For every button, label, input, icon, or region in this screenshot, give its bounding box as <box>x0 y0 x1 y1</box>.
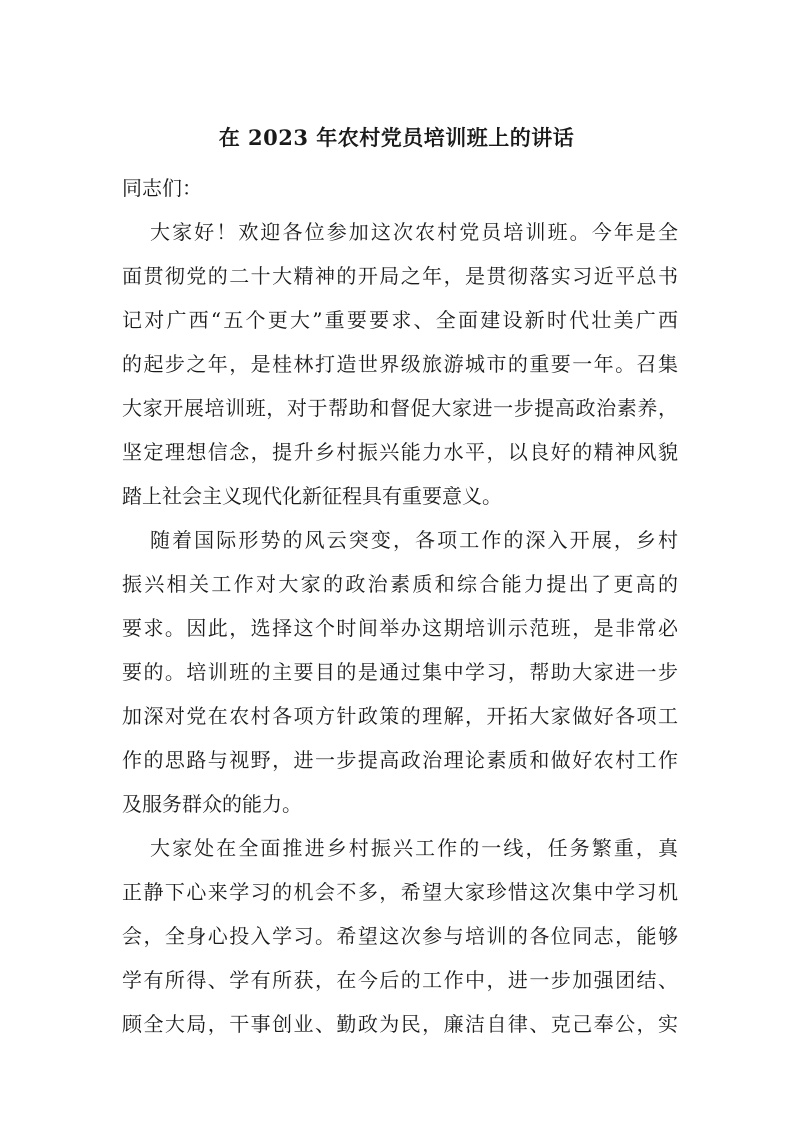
text-line: 面贯彻党的二十大精神的开局之年，是贯彻落实习近平总书 <box>122 264 678 288</box>
salutation: 同志们： <box>122 176 202 200</box>
page-title: 在 2023 年农村党员培训班上的讲话 <box>218 125 575 150</box>
text-line: 正静下心来学习的机会不多，希望大家珍惜这次集中学习机 <box>122 880 678 904</box>
text-line: 顾全大局，干事创业、勤政为民，廉洁自律、克己奉公，实 <box>122 1012 678 1036</box>
text-line: 大家好！欢迎各位参加这次农村党员培训班。今年是全 <box>150 220 678 244</box>
text-line: 学有所得、学有所获，在今后的工作中，进一步加强团结、 <box>122 968 678 992</box>
text-line: 大家开展培训班，对于帮助和督促大家进一步提高政治素养， <box>122 396 678 420</box>
text-line: 作的思路与视野，进一步提高政治理论素质和做好农村工作 <box>122 748 678 772</box>
text-line: 会，全身心投入学习。希望这次参与培训的各位同志，能够 <box>122 924 678 948</box>
text-line: 要的。培训班的主要目的是通过集中学习，帮助大家进一步 <box>122 660 678 684</box>
text-line: 加深对党在农村各项方针政策的理解，开拓大家做好各项工 <box>122 704 678 728</box>
text-line: 的起步之年，是桂林打造世界级旅游城市的重要一年。召集 <box>122 352 678 376</box>
text-line: 踏上社会主义现代化新征程具有重要意义。 <box>122 484 502 508</box>
text-line: 坚定理想信念，提升乡村振兴能力水平，以良好的精神风貌 <box>122 440 678 464</box>
text-line: 振兴相关工作对大家的政治素质和综合能力提出了更高的 <box>122 572 678 596</box>
text-line: 大家处在全面推进乡村振兴工作的一线，任务繁重，真 <box>150 836 678 860</box>
text-line: 要求。因此，选择这个时间举办这期培训示范班，是非常必 <box>122 616 678 640</box>
text-line: 随着国际形势的风云突变，各项工作的深入开展，乡村 <box>150 528 678 552</box>
text-line: 记对广西“五个更大”重要要求、全面建设新时代壮美广西 <box>122 308 678 332</box>
text-line: 及服务群众的能力。 <box>122 792 302 816</box>
